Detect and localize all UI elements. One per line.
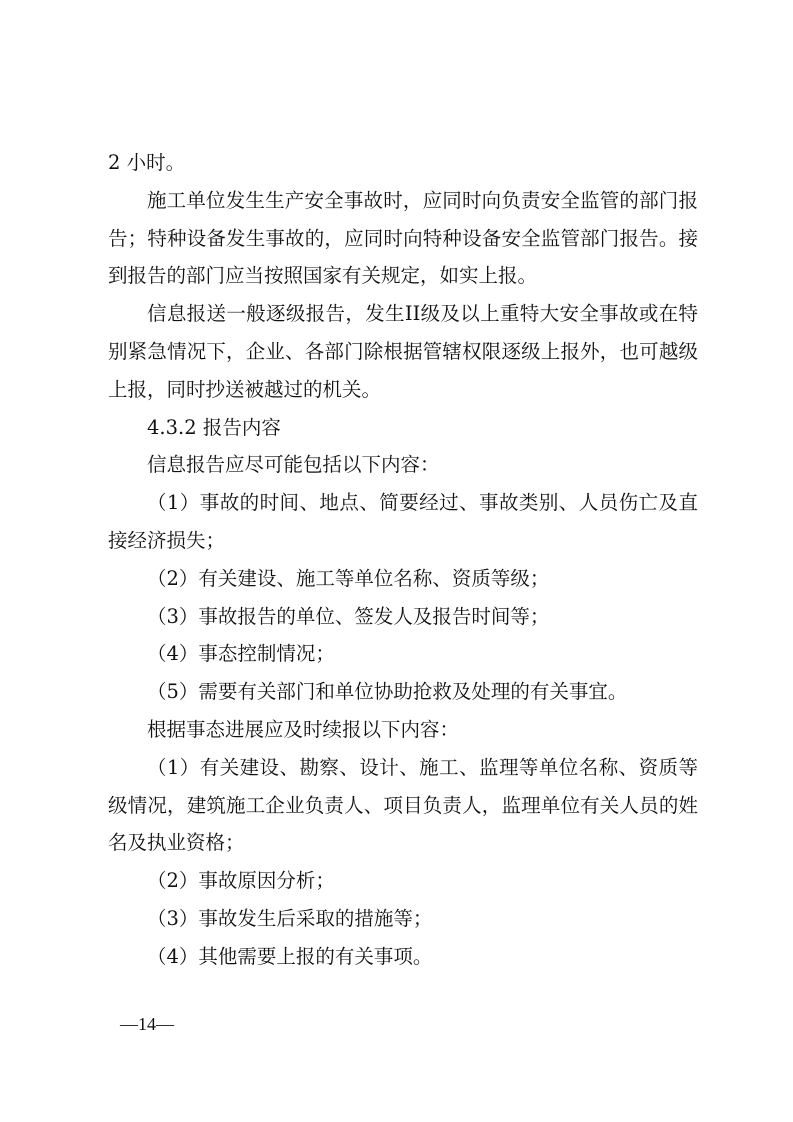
list-item: （3）事故发生后采取的措施等； bbox=[147, 906, 433, 930]
list-item: （5）需要有关部门和单位协助抢救及处理的有关事宜。 bbox=[147, 680, 628, 704]
list-item: （1）事故的时间、地点、简要经过、事故类别、人员伤亡及直接经济损失； bbox=[108, 491, 698, 552]
document-body bbox=[108, 144, 698, 976]
list-item: （1）有关建设、勘察、设计、施工、监理等单位名称、资质等级情况，建筑施工企业负责人、项目负责人，监理单位有关人员的姓名及执业资格； bbox=[108, 755, 698, 855]
paragraph-report-intro: 信息报告应尽可能包括以下内容： bbox=[147, 453, 440, 477]
list-item: （2）有关建设、施工等单位名称、资质等级； bbox=[147, 566, 550, 590]
list-item: （4）事态控制情况； bbox=[147, 642, 335, 666]
paragraph-followup-intro: 根据事态进展应及时续报以下内容： bbox=[147, 717, 460, 741]
list-item: （2）事故原因分析； bbox=[147, 869, 335, 893]
list-item: （3）事故报告的单位、签发人及报告时间等； bbox=[147, 604, 550, 628]
section-heading-report-content: 4.3.2 报告内容 bbox=[147, 415, 281, 439]
paragraph-escalation: 信息报送一般逐级报告，发生II级及以上重特大安全事故或在特别紧急情况下，企业、各部门除根据管辖权限逐级上报外，也可越级上报，同时抄送被越过的机关。 bbox=[108, 302, 698, 401]
paragraph-continuation: 2 小时。 bbox=[108, 151, 186, 174]
paragraph-unit-reporting: 施工单位发生生产安全事故时，应同时向负责安全监管的部门报告；特种设备发生事故的，应同时向特种设备安全监管部门报告。接到报告的部门应当按照国家有关规定，如实上报。 bbox=[108, 188, 698, 288]
page-number: —14— bbox=[120, 1014, 174, 1034]
list-item: （4）其他需要上报的有关事项。 bbox=[147, 944, 433, 968]
